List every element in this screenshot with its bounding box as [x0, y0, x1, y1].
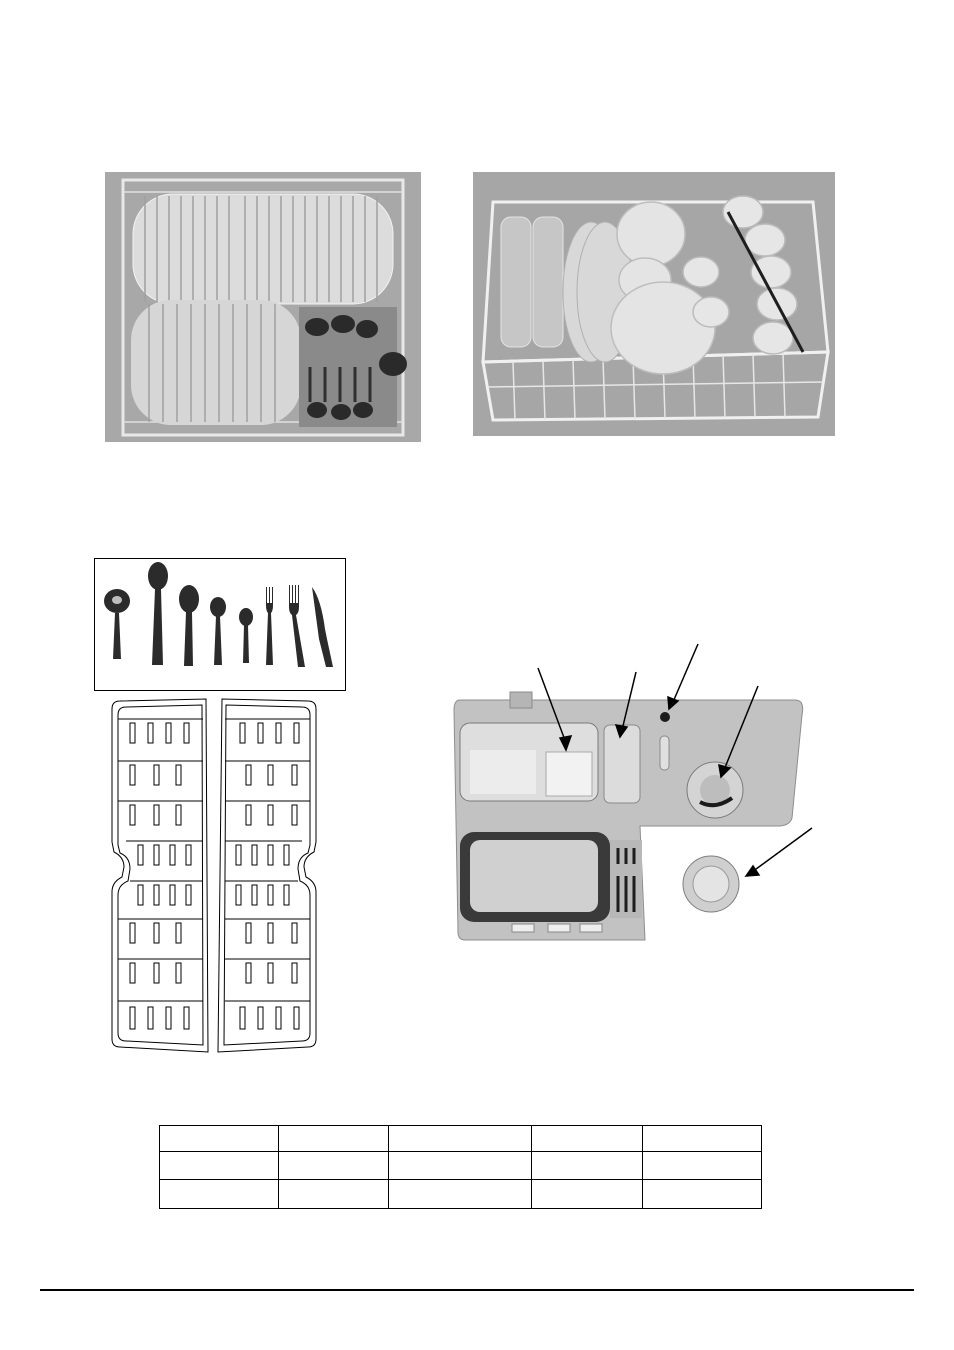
table-cell: [160, 1151, 279, 1180]
empty-table: [159, 1125, 762, 1209]
cutlery-basket-diagram: [106, 697, 322, 1054]
table-cell: [389, 1180, 532, 1209]
cutlery-lineup-box: [94, 558, 346, 691]
table-row: [160, 1151, 762, 1180]
table-cell: [279, 1180, 389, 1209]
upper-basket-bowls-cups-icon: [473, 172, 835, 436]
table-cell: [279, 1151, 389, 1180]
table-cell: [160, 1126, 279, 1152]
table-cell: [389, 1126, 532, 1152]
table-cell: [389, 1151, 532, 1180]
lower-basket-photo: [105, 172, 421, 442]
dispenser-photo: [440, 640, 840, 950]
table-cell: [160, 1180, 279, 1209]
detergent-rinse-aid-dispenser-icon: [440, 640, 840, 950]
cutlery-lineup-icon: [95, 559, 345, 690]
table-cell: [532, 1180, 643, 1209]
table-row: [160, 1180, 762, 1209]
table-cell: [643, 1151, 762, 1180]
table-cell: [279, 1126, 389, 1152]
table-row: [160, 1126, 762, 1152]
upper-basket-photo: [473, 172, 835, 436]
cutlery-basket-grid-icon: [106, 697, 322, 1054]
lower-basket-plates-cutlery-icon: [105, 172, 421, 442]
table-cell: [532, 1151, 643, 1180]
table-cell: [532, 1126, 643, 1152]
table-cell: [643, 1180, 762, 1209]
footer-rule: [40, 1289, 914, 1291]
table-cell: [643, 1126, 762, 1152]
